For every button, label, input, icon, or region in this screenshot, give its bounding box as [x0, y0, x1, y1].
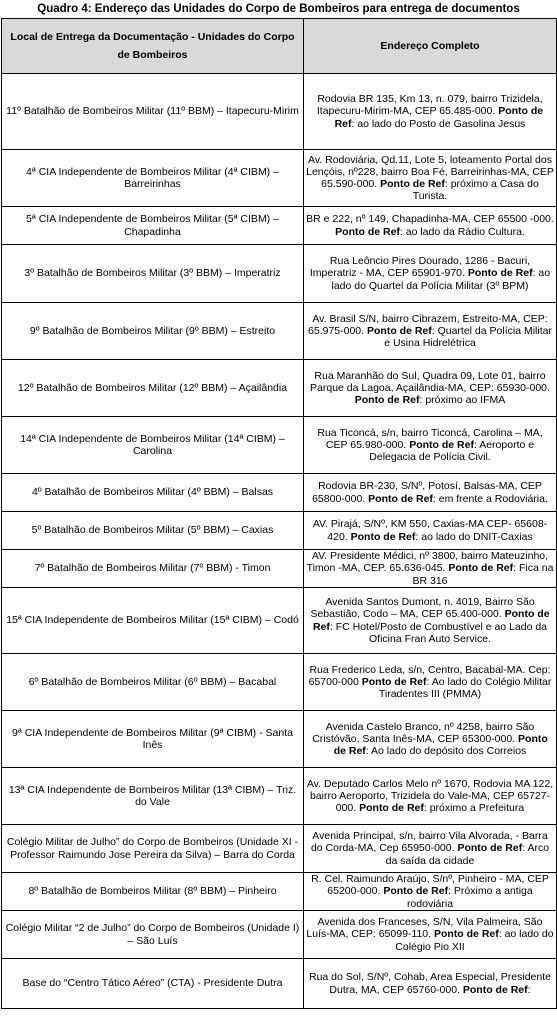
unit-address-cell [304, 360, 557, 417]
unit-address-cell [304, 474, 557, 512]
ref-label: Ponto de Ref [335, 225, 400, 238]
unit-address: R. Cel. Raimundo Araújo, S/nº, Pinheiro - MA, CEP 65200-000. [311, 873, 549, 898]
unit-name: 13ª CIA Independente de Bombeiros Militar (13ª CIBM) – Triz. do Vale [2, 768, 304, 825]
unit-name: Base do “Centro Tático Aéreo” (CTA) - Presidente Dutra [2, 959, 304, 1009]
unit-address-cell [304, 911, 557, 959]
unit-name: 14ª CIA Independente de Bombeiros Militar (14ª CIBM) – Carolina [2, 417, 304, 474]
unit-reference: : Ao lado do depósito dos Correios [365, 745, 527, 758]
ref-label: Ponto de Ref [350, 530, 416, 543]
unit-address: BR e 222, nº 149, Chapadinha-MA, CEP 65500 -000. [306, 213, 554, 226]
table-row [2, 768, 557, 825]
unit-address: Avenida Santos Dumont, n. 4019, Bairro São Sebastião, Codo – MA, CEP 65.400-000. [310, 596, 535, 621]
ref-label: Ponto de Ref [462, 983, 528, 996]
unit-reference: : ao lado do Quartel da Polícia Militar (3º BPM) [331, 267, 551, 292]
unit-name: 9º Batalhão de Bombeiros Militar (9º BBM) – Estreito [2, 303, 304, 360]
unit-address-cell [304, 207, 557, 245]
table-row [2, 207, 557, 245]
ref-label: Ponto de Ref [361, 675, 427, 688]
unit-address-cell [304, 825, 557, 873]
ref-label: Ponto de Ref [448, 562, 514, 575]
unit-address: Rua Maranhão do Sul, Quadra 09, Lote 01, bairro Parque da Lagoa, Açailândia-MA, CEP: 65930-000. [310, 369, 550, 394]
unit-address: Avenida dos Franceses, S/N, Vila Palmeira, São Luís-MA, CEP: 65099-110. [306, 916, 543, 941]
unit-name: 12º Batalhão de Bombeiros Militar (12º BBM) – Açailândia [2, 360, 304, 417]
ref-label: Ponto de Ref [367, 324, 432, 337]
unit-name: 6º Batalhão de Bombeiros Militar (6º BBM) – Bacabal [2, 654, 304, 711]
unit-address: Avenida Principal, s/n, bairro Vila Alvorada, - Barra do Corda-MA, Cep 65950-000. [310, 830, 548, 855]
ref-label: Ponto de Ref [380, 178, 445, 190]
unit-address-cell [304, 711, 557, 768]
ref-label: Ponto de Ref [359, 802, 424, 815]
ref-label: Ponto de Ref [433, 928, 499, 941]
ref-label: Ponto de Ref [312, 608, 550, 633]
unit-reference: : FC Hotel/Posto de Combustível e ao Lado da Oficina Fran Auto Service. [329, 620, 548, 645]
unit-reference: : Ao lado do Colégio Militar Tiradentes III (PMMA) [378, 675, 552, 701]
ref-label: Ponto de Ref [333, 732, 548, 758]
unit-reference: : ao lado do DNIT-Caxias [415, 530, 533, 543]
unit-reference: : [527, 983, 531, 996]
unit-name: 3º Batalhão de Bombeiros Militar (3º BBM) – Imperatriz [2, 245, 304, 303]
unit-address: Rodovia BR-230, S/Nº, Potosí, Balsas-MA, CEP 65800-000. [312, 480, 542, 505]
unit-reference: : ao lado da Rádio Cultura. [399, 225, 525, 238]
unit-reference: : Arco da saída da cidade [385, 842, 550, 867]
unit-reference: : próximo ao IFMA [419, 394, 506, 407]
table-body [2, 74, 557, 1009]
unit-address: Rua do Sol, S/Nº, Cohab, Area Especial, Presidente Dutra, MA, CEP 65760-000. [309, 971, 551, 996]
unit-reference: : Fica na BR 316 [412, 562, 554, 587]
table-row [2, 303, 557, 360]
table-row [2, 654, 557, 711]
unit-name: 4ª CIA Independente de Bombeiros Militar (4ª CIBM) – Barreirinhas [2, 150, 304, 207]
unit-name: 15ª CIA Independente de Bombeiros Militar (15ª CIBM) – Codó [2, 588, 304, 654]
ref-label: Ponto de Ref [409, 438, 474, 451]
ref-label: Ponto de Ref [467, 267, 533, 280]
ref-label: Ponto de Ref [383, 885, 449, 898]
table-row [2, 550, 557, 588]
unit-name: 5ª CIA Independente de Bombeiros Militar (5ª CIBM) – Chapadinha [2, 207, 304, 245]
table-row [2, 150, 557, 207]
header-endereco: Endereço Completo [304, 19, 557, 74]
unit-reference: : ao lado do Posto de Gasolina Jesus [351, 117, 526, 130]
unit-name: 11º Batalhão de Bombeiros Militar (11º BBM) – Itapecuru-Mirim [2, 74, 304, 150]
unit-name: 5º Batalhão de Bombeiros Militar (5º BBM) – Caxias [2, 512, 304, 550]
unit-address-cell [304, 303, 557, 360]
unit-address: Rodovia BR 135, Km 13, n. 079, bairro Trizidela, Itapecuru-Mirim-MA, CEP 65.485-000. [316, 93, 543, 118]
units-table [1, 18, 557, 1009]
table-row [2, 588, 557, 654]
ref-label: Ponto de Ref [334, 105, 544, 130]
unit-address-cell [304, 550, 557, 588]
unit-address-cell [304, 150, 557, 207]
unit-reference: : Próximo a antiga rodoviária [406, 885, 533, 910]
table-row [2, 873, 557, 911]
table-row [2, 74, 557, 150]
unit-reference: : em frente a Rodoviária. [432, 492, 548, 505]
unit-address-cell [304, 245, 557, 303]
unit-reference: : Aeroporto e Delegacia de Polícia Civil. [369, 438, 535, 464]
unit-name: 4º Batalhão de Bombeiros Militar (4º BBM) – Balsas [2, 474, 304, 512]
ref-label: Ponto de Ref [457, 842, 523, 855]
unit-address: Rua Frederico Leda, s/n, Centro, Bacabal-MA. Cep: 65700-000 [308, 663, 551, 688]
table-title: Quadro 4: Endereço das Unidades do Corpo de Bombeiros para entrega de documentos [37, 3, 520, 15]
table-row [2, 474, 557, 512]
unit-address-cell [304, 959, 557, 1009]
table-row [2, 512, 557, 550]
unit-address-cell [304, 417, 557, 474]
header-local: Local de Entrega da Documentação - Unidades do Corpo de Bombeiros [2, 19, 304, 74]
unit-address-cell [304, 873, 557, 911]
table-row [2, 360, 557, 417]
unit-name: 8º Batalhão de Bombeiros Militar (8º BBM) – Pinheiro [2, 873, 304, 911]
unit-address: Avenida Castelo Branco, nº 4258, bairro São Cristóvão, Santa Inês-MA, CEP 65300-000. [312, 720, 535, 745]
unit-reference: : próximo a Prefeitura [423, 802, 525, 815]
unit-address: Rua Leôncio Pires Dourado, 1286 - Bacuri, Imperatriz - MA, CEP 65901-970. [309, 255, 531, 280]
unit-address-cell [304, 588, 557, 654]
unit-name: Colégio Militar “2 de Julho” do Corpo de Bombeiros (Unidade I) – São Luís [2, 911, 304, 959]
table-row [2, 711, 557, 768]
unit-name: Colégio Militar de Julho” do Corpo de Bombeiros (Unidade XI - Professor Raimundo Jose Pereira da Silva) – Barra do Corda [2, 825, 304, 873]
ref-label: Ponto de Ref [368, 492, 433, 505]
table-row [2, 911, 557, 959]
table-row [2, 825, 557, 873]
unit-address: Av. Deputado Carlos Melo nº 1670, Rodovia MA 122, bairro Aeroporto, Trizidela do Vale-MA, CEP 65727-000. [306, 777, 554, 815]
unit-address: Av. Brasil S/N, bairro Cibrazem, Estreito-MA, CEP: 65.975-000. [308, 312, 548, 337]
header-row [2, 19, 557, 74]
unit-address: AV. Presidente Médici, nº 3800, bairro Mateuzinho, Timon -MA, CEP. 65.636-045. [306, 550, 549, 575]
unit-address: AV. Pirajá, S/Nº, KM 550, Caxias-MA CEP- 65608-420. [312, 518, 548, 543]
table-row [2, 245, 557, 303]
unit-address-cell [304, 512, 557, 550]
unit-reference: : ao lado do Colégio Pio XII [395, 928, 554, 953]
unit-address-cell [304, 654, 557, 711]
unit-address-cell [304, 74, 557, 150]
unit-reference: : próximo a Casa do Turista. [412, 178, 539, 203]
unit-address: Av. Rodoviária, Qd.11, Lote 5, loteamento Portal dos Lençóis, nº228, bairro Boa Fé, Barreirinhas-MA, CEP 65.590-000. [306, 153, 554, 190]
ref-label: Ponto de Ref [354, 394, 420, 407]
unit-address: Rua Ticoncá, s/n, bairro Ticoncá, Carolina – MA, CEP 65.980-000. [317, 426, 543, 451]
unit-name: 7º Batalhão de Bombeiros Militar (7º BBM) - Timon [2, 550, 304, 588]
table-row [2, 417, 557, 474]
unit-name: 9ª CIA Independente de Bombeiros Militar (9ª CIBM) - Santa Inês [2, 711, 304, 768]
unit-reference: : Quartel da Polícia Militar e Usina Hidrelétrica [384, 324, 552, 350]
table-row [2, 959, 557, 1009]
unit-address-cell [304, 768, 557, 825]
